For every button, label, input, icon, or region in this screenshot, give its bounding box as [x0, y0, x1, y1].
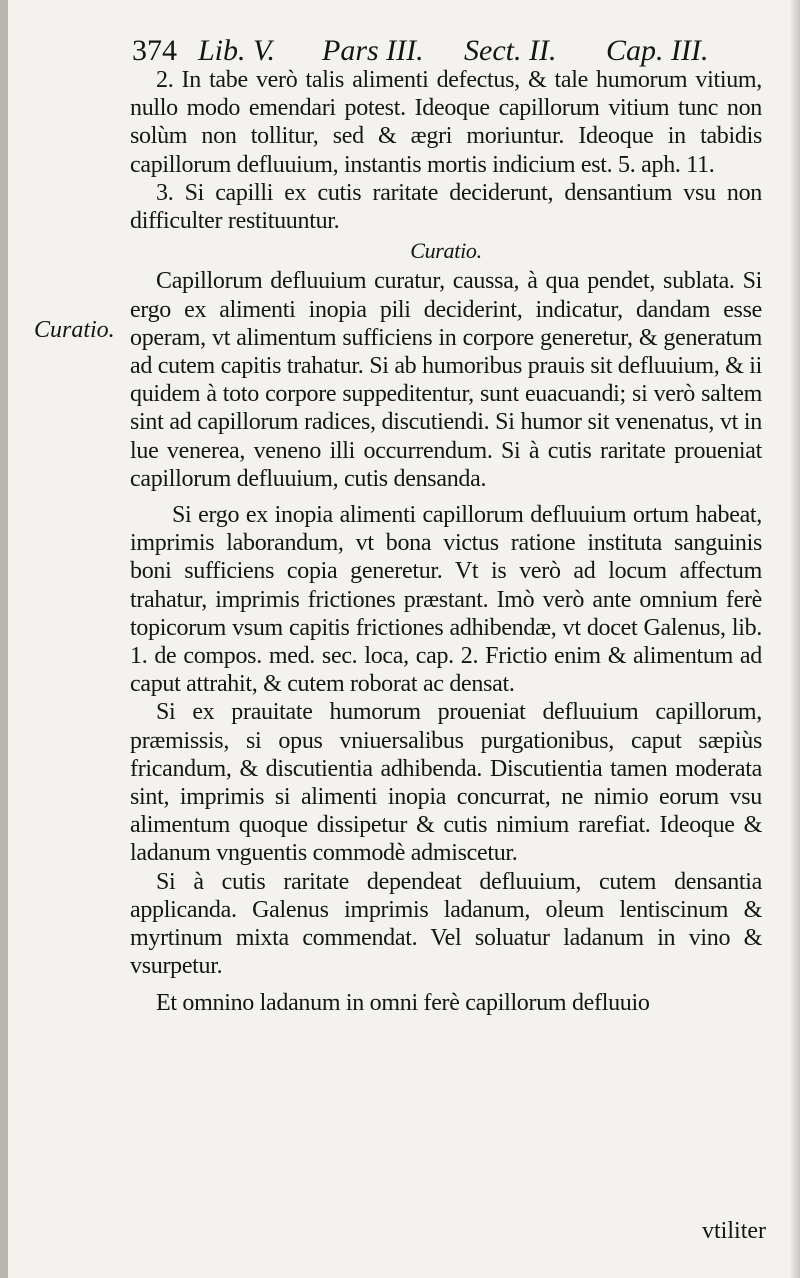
paragraph-raritate: 3. Si capilli ex cutis raritate deciderunt, densantium vsu non difficulter restituuntur.	[130, 179, 762, 235]
paragraph-densantia: Si à cutis raritate dependeat defluuium, cutem densantia applicanda. Galenus imprimis ladanum, oleum lentiscinum & myrtinum mixta commendat. Vel soluatur ladanum in vino & vsurpetur.	[130, 868, 762, 980]
page-gutter	[0, 0, 8, 1278]
margin-note: Curatio.	[34, 317, 115, 343]
catchword: vtiliter	[702, 1218, 766, 1244]
page-edge	[790, 0, 800, 1278]
body-text	[130, 66, 762, 1017]
paragraph-tabe: 2. In tabe verò talis alimenti defectus, & tale humorum vitium, nullo modo emendari potest. Ideoque capillorum vitium tunc non solùm non tollitur, sed & ægri moriuntur. Ideoque in tabidis capillorum defluuium, instantis mortis indicium est. 5. aph. 11.	[130, 67, 762, 178]
header-caput: Cap. III.	[606, 34, 709, 67]
header-sectio: Sect. II.	[464, 34, 557, 67]
paragraph-curatio: Capillorum defluuium curatur, caussa, à qua pendet, sublata. Si ergo ex alimenti inopia pili deciderint, indicatur, dandam esse operam, vt alimentum sufficiens in corpore generetur, & generatum ad cutem capitis trahatur. Si ab humoribus prauis sit defluuium, & ii quidem à toto corpore suppeditentur, sunt euacuandi; si verò saltem sint ad capillorum radices, discutiendi. Si humor sit venenatus, vt in lue venerea, veneno illi occurrendum. Si à cutis raritate proueniat capillorum defluuium, cutis densanda.	[130, 268, 762, 492]
paragraph-inopia: Si ergo ex inopia alimenti capillorum defluuium ortum habeat, imprimis laborandum, vt bona victus ratione instituta sanguinis boni sufficiens copia generetur. Vt is verò ad locum affectum trahatur, imprimis frictiones præstant. Imò verò ante omnium ferè topicorum vsum capitis frictiones adhibendæ, vt docet Galenus, lib. 1. de compos. med. sec. loca, cap. 2. Frictio enim & alimentum ad caput attrahit, & cutem roborat ac densat.	[130, 502, 762, 698]
section-heading: Curatio.	[410, 238, 482, 264]
page-number: 374	[132, 34, 177, 67]
header-liber: Lib. V.	[198, 34, 275, 67]
header-pars: Pars III.	[322, 34, 424, 67]
paragraph-ladanum: Et omnino ladanum in omni ferè capillorum defluuio	[156, 989, 650, 1016]
paragraph-prauitate: Si ex prauitate humorum proueniat defluuium capillorum, præmissis, si opus vniuersalibus purgationibus, caput sæpiùs fricandum, & discutientia adhibenda. Discutientia tamen moderata sint, imprimis si alimenti inopia concurrat, ne nimio eorum vsu alimentum quoque dissipetur & cutis nimium rarefiat. Ideoque & ladanum vnguentis commodè admiscetur.	[130, 699, 762, 867]
